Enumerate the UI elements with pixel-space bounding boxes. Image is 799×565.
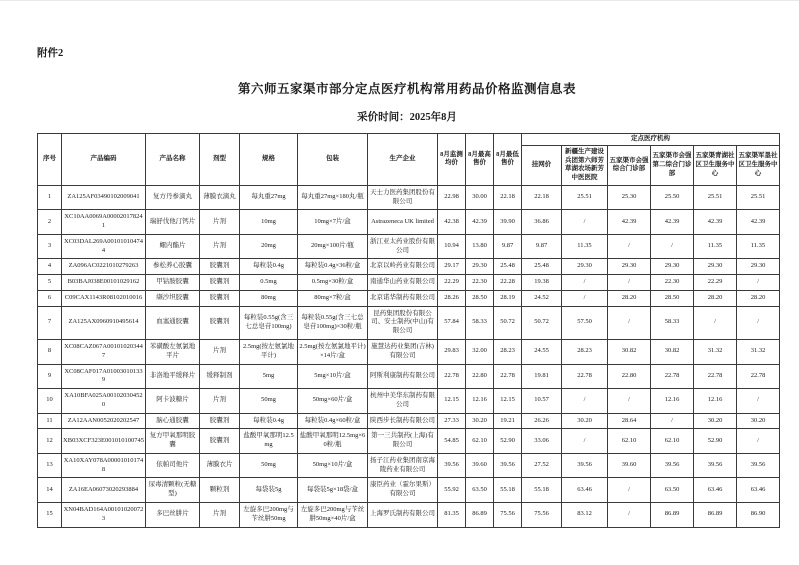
table-row [38,259,780,275]
cell-spec: 每粒装0.4g [240,259,298,275]
cell-price-hospital-fangcaohu: / [562,290,608,306]
cell-dosage-form: 胶囊剂 [200,306,240,339]
cell-min-price: 28.19 [494,290,522,306]
cell-max-price: 63.50 [466,478,494,503]
cell-avg-price: 27.33 [438,413,466,429]
cell-package: 盐酸甲氧那明12.5mg×60粒/瓶 [298,429,368,454]
cell-manufacturer: 第一三共制药(上海)有限公司 [368,429,438,454]
cell-listed-price: 10.57 [522,389,562,414]
cell-dosage-form: 片剂 [200,502,240,527]
cell-package: 每袋装5g×18袋/盒 [298,478,368,503]
attachment-label: 附件2 [37,48,64,59]
cell-price-qinghu-center: 42.39 [694,210,737,235]
cell-spec: 每粒装0.4g [240,413,298,429]
cell-price-hospital-fangcaohu: 28.23 [562,340,608,365]
cell-product-code: XC03DAL269A001010104744 [62,234,146,259]
col-header-hospital-fangcaohu: 新疆生产建设兵团第六师芳草湖农场新芳中医医院 [562,145,608,185]
cell-spec: 左旋多巴200mg与苄丝肼50mg [240,502,298,527]
cell-package: 每粒装0.55g(含三七总皂苷100mg)×30粒/瓶 [298,306,368,339]
cell-manufacturer: 上海罗氏制药有限公司 [368,502,438,527]
cell-package: 20mg×100片/瓶 [298,234,368,259]
col-header-junken-center: 五家渠军垦社区卫生服务中心 [737,145,780,185]
cell-avg-price: 22.78 [438,364,466,389]
cell-min-price: 22.18 [494,185,522,210]
cell-avg-price: 81.35 [438,502,466,527]
cell-min-price: 50.72 [494,306,522,339]
cell-max-price: 22.30 [466,275,494,291]
cell-price-hospital-fangcaohu: / [562,389,608,414]
cell-product-name: 复方丹参滴丸 [146,185,200,210]
cell-spec: 每袋装5g [240,478,298,503]
cell-avg-price: 29.83 [438,340,466,365]
cell-price-qinghu-center: 11.35 [694,234,737,259]
table-row [38,306,780,339]
page-title: 第六师五家渠市部分定点医疗机构常用药品价格监测信息表 [237,82,576,96]
cell-spec: 0.5mg [240,275,298,291]
cell-price-qinghu-center: 22.29 [694,275,737,291]
cell-price-qinghu-center: 86.89 [694,502,737,527]
cell-product-code: ZA125AX0960910495614 [62,306,146,339]
cell-price-clinic-huiqiang: / [608,234,651,259]
table-row [38,453,780,478]
cell-dosage-form: 胶囊剂 [200,275,240,291]
cell-seq: 11 [38,413,62,429]
cell-price-clinic-huiqiang-2: 86.89 [651,502,694,527]
cell-price-clinic-huiqiang-2: 63.50 [651,478,694,503]
table-header [38,134,780,186]
cell-product-name: 阿卡波糖片 [146,389,200,414]
cell-price-hospital-fangcaohu: / [562,275,608,291]
cell-price-hospital-fangcaohu: 29.30 [562,259,608,275]
cell-price-clinic-huiqiang-2: 25.50 [651,185,694,210]
cell-price-clinic-huiqiang: / [608,478,651,503]
cell-product-code: ZA16EA06073020293884 [62,478,146,503]
cell-avg-price: 55.92 [438,478,466,503]
cell-spec: 每粒装0.55g(含三七总皂苷100mg) [240,306,298,339]
cell-dosage-form: 片剂 [200,340,240,365]
cell-seq: 8 [38,340,62,365]
cell-manufacturer: 阿斯利康制药有限公司 [368,364,438,389]
cell-min-price: 9.87 [494,234,522,259]
cell-price-junken-center: 39.56 [737,453,780,478]
cell-product-name: 依帕司他片 [146,453,200,478]
cell-manufacturer: 施慧达药业集团(吉林)有限公司 [368,340,438,365]
cell-product-name: 非洛地平缓释片 [146,364,200,389]
col-header-institutions-group: 定点医疗机构 [522,134,780,146]
cell-package: 每粒装0.4g×36粒/盒 [298,259,368,275]
cell-max-price: 39.60 [466,453,494,478]
cell-price-hospital-fangcaohu: / [562,210,608,235]
cell-listed-price: 19.81 [522,364,562,389]
cell-price-junken-center: 25.51 [737,185,780,210]
cell-listed-price: 24.55 [522,340,562,365]
cell-seq: 14 [38,478,62,503]
cell-product-code: ZA125AF03490102009041 [62,185,146,210]
cell-product-name: 甲钴胺胶囊 [146,275,200,291]
col-header-min-price: 8月最低售价 [494,134,522,186]
cell-dosage-form: 片剂 [200,210,240,235]
cell-price-clinic-huiqiang: 42.39 [608,210,651,235]
cell-dosage-form: 胶囊剂 [200,259,240,275]
cell-listed-price: 36.86 [522,210,562,235]
cell-seq: 6 [38,290,62,306]
cell-avg-price: 54.85 [438,429,466,454]
cell-avg-price: 22.29 [438,275,466,291]
cell-manufacturer: 陕西步长制药有限公司 [368,413,438,429]
cell-price-clinic-huiqiang: / [608,306,651,339]
cell-package: 左旋多巴200mg与苄丝肼50mg×40片/盒 [298,502,368,527]
cell-price-clinic-huiqiang: 30.82 [608,340,651,365]
cell-package: 50mg×10片/盒 [298,453,368,478]
table-row [38,389,780,414]
cell-price-hospital-fangcaohu: 83.12 [562,502,608,527]
cell-price-junken-center: 29.30 [737,259,780,275]
col-header-listed-price: 挂网价 [522,145,562,185]
cell-seq: 4 [38,259,62,275]
table-row [38,413,780,429]
cell-max-price: 32.00 [466,340,494,365]
cell-price-junken-center: 11.35 [737,234,780,259]
col-header-product-name: 产品名称 [146,134,200,186]
cell-seq: 2 [38,210,62,235]
cell-price-clinic-huiqiang-2: 22.30 [651,275,694,291]
cell-price-hospital-fangcaohu: 63.46 [562,478,608,503]
cell-listed-price: 33.06 [522,429,562,454]
cell-price-junken-center: 31.32 [737,340,780,365]
cell-avg-price: 22.98 [438,185,466,210]
cell-listed-price: 26.26 [522,413,562,429]
table-row [38,502,780,527]
cell-price-clinic-huiqiang: 28.64 [608,413,651,429]
cell-price-clinic-huiqiang: / [608,275,651,291]
cell-price-hospital-fangcaohu: / [562,429,608,454]
cell-product-code: ZA096AC0221010279263 [62,259,146,275]
cell-price-clinic-huiqiang: 25.30 [608,185,651,210]
col-header-spec: 规格 [240,134,298,186]
cell-avg-price: 29.17 [438,259,466,275]
cell-manufacturer: 北京诺华制药有限公司 [368,290,438,306]
cell-manufacturer: Astrazeneca UK limited [368,210,438,235]
cell-max-price: 29.30 [466,259,494,275]
col-header-package: 包装 [298,134,368,186]
cell-max-price: 30.20 [466,413,494,429]
cell-listed-price: 25.48 [522,259,562,275]
cell-manufacturer: 北京以岭药业有限公司 [368,259,438,275]
cell-product-name: 复方甲氧那明胶囊 [146,429,200,454]
col-header-seq: 序号 [38,134,62,186]
cell-avg-price: 39.56 [438,453,466,478]
cell-price-clinic-huiqiang-2: 42.39 [651,210,694,235]
cell-seq: 15 [38,502,62,527]
cell-price-clinic-huiqiang-2: / [651,413,694,429]
cell-price-clinic-huiqiang-2: 39.56 [651,453,694,478]
table-row [38,290,780,306]
cell-price-junken-center: / [737,275,780,291]
cell-price-clinic-huiqiang: 39.60 [608,453,651,478]
cell-spec: 20mg [240,234,298,259]
cell-spec: 50mg [240,389,298,414]
col-header-clinic-huiqiang-2: 五家渠市会强第二综合门诊部 [651,145,694,185]
cell-max-price: 86.89 [466,502,494,527]
cell-product-name: 脑心通胶囊 [146,413,200,429]
cell-package: 每丸重27mg×180丸/瓶 [298,185,368,210]
col-header-avg-price: 8月监测均价 [438,134,466,186]
cell-manufacturer: 昆药集团股份有限公司、安士制药(中山)有限公司 [368,306,438,339]
cell-product-code: XC08CAF017A010030101339 [62,364,146,389]
table-header-row-group [38,134,780,146]
cell-product-code: XN04BAD164A001010200723 [62,502,146,527]
cell-avg-price: 57.84 [438,306,466,339]
cell-manufacturer: 扬子江药业集团南京海陵药业有限公司 [368,453,438,478]
cell-avg-price: 12.15 [438,389,466,414]
cell-price-qinghu-center: 12.16 [694,389,737,414]
cell-price-qinghu-center: 63.46 [694,478,737,503]
cell-max-price: 12.16 [466,389,494,414]
cell-price-clinic-huiqiang-2: 28.50 [651,290,694,306]
table-row [38,210,780,235]
cell-manufacturer: 杭州中美华东制药有限公司 [368,389,438,414]
cell-product-name: 血塞通胶囊 [146,306,200,339]
drug-price-table [37,133,780,528]
cell-spec: 50mg [240,453,298,478]
cell-listed-price: 50.72 [522,306,562,339]
cell-product-code: XB03XCF323E001010100745 [62,429,146,454]
cell-price-junken-center: 42.39 [737,210,780,235]
cell-product-name: 螺内酯片 [146,234,200,259]
cell-price-junken-center: 86.90 [737,502,780,527]
cell-price-junken-center: / [737,429,780,454]
cell-price-clinic-huiqiang: 29.30 [608,259,651,275]
cell-product-code: XA10BFA025A001020304520 [62,389,146,414]
cell-package: 2.5mg(按左氨氯地平计)×14片/盒 [298,340,368,365]
cell-product-code: XC10AA0069A000020178241 [62,210,146,235]
cell-price-hospital-fangcaohu: 25.51 [562,185,608,210]
cell-price-clinic-huiqiang-2: 12.16 [651,389,694,414]
cell-seq: 5 [38,275,62,291]
cell-price-clinic-huiqiang-2: 30.82 [651,340,694,365]
table-row [38,185,780,210]
cell-dosage-form: 缓释制剂 [200,364,240,389]
cell-max-price: 13.80 [466,234,494,259]
cell-dosage-form: 薄膜衣片 [200,453,240,478]
cell-price-clinic-huiqiang: 22.80 [608,364,651,389]
cell-listed-price: 75.56 [522,502,562,527]
cell-seq: 1 [38,185,62,210]
table-row [38,275,780,291]
cell-listed-price: 55.18 [522,478,562,503]
cell-product-name: 缬沙坦胶囊 [146,290,200,306]
cell-price-clinic-huiqiang: / [608,389,651,414]
cell-product-name: 参松养心胶囊 [146,259,200,275]
cell-min-price: 22.78 [494,364,522,389]
cell-avg-price: 42.38 [438,210,466,235]
col-header-dosage-form: 剂型 [200,134,240,186]
cell-price-qinghu-center: 31.32 [694,340,737,365]
table-row [38,340,780,365]
cell-min-price: 75.56 [494,502,522,527]
cell-price-qinghu-center: 22.78 [694,364,737,389]
cell-package: 0.5mg×30粒/盒 [298,275,368,291]
cell-price-qinghu-center: 52.90 [694,429,737,454]
cell-price-clinic-huiqiang-2: 58.33 [651,306,694,339]
col-header-clinic-huiqiang: 五家渠市会强综合门诊部 [608,145,651,185]
cell-product-name: 尿毒清颗粒(无糖型) [146,478,200,503]
cell-dosage-form: 薄膜衣滴丸 [200,185,240,210]
cell-price-junken-center: 28.20 [737,290,780,306]
cell-package: 每粒装0.4g×60粒/盒 [298,413,368,429]
cell-listed-price: 19.38 [522,275,562,291]
cell-max-price: 22.80 [466,364,494,389]
cell-price-clinic-huiqiang-2: / [651,234,694,259]
cell-seq: 7 [38,306,62,339]
cell-seq: 13 [38,453,62,478]
cell-price-qinghu-center: 28.20 [694,290,737,306]
cell-seq: 3 [38,234,62,259]
cell-price-clinic-huiqiang: / [608,502,651,527]
cell-spec: 2.5mg(按左氨氯地平计) [240,340,298,365]
cell-manufacturer: 南通华山药业有限公司 [368,275,438,291]
cell-product-code: XC08CAZ067A001010203447 [62,340,146,365]
cell-price-clinic-huiqiang-2: 22.78 [651,364,694,389]
cell-package: 50mg×60片/盒 [298,389,368,414]
cell-package: 5mg×10片/盒 [298,364,368,389]
cell-listed-price: 22.18 [522,185,562,210]
cell-dosage-form: 胶囊剂 [200,413,240,429]
cell-price-hospital-fangcaohu: 57.50 [562,306,608,339]
cell-avg-price: 10.94 [438,234,466,259]
table-row [38,429,780,454]
cell-spec: 5mg [240,364,298,389]
cell-dosage-form: 颗粒剂 [200,478,240,503]
col-header-product-code: 产品编码 [62,134,146,186]
cell-manufacturer: 天士力医药集团股份有限公司 [368,185,438,210]
cell-seq: 12 [38,429,62,454]
cell-product-name: 多巴丝肼片 [146,502,200,527]
table-body [38,185,780,527]
cell-price-junken-center: 30.20 [737,413,780,429]
cell-package: 80mg×7粒/盒 [298,290,368,306]
cell-min-price: 52.90 [494,429,522,454]
cell-product-code: XA10XAY078A000010101748 [62,453,146,478]
cell-product-code: ZA12AAN0052020202547 [62,413,146,429]
table-row [38,234,780,259]
cell-price-junken-center: / [737,306,780,339]
cell-price-junken-center: 63.46 [737,478,780,503]
table-row [38,364,780,389]
cell-manufacturer: 康臣药业（霍尔果斯）有限公司 [368,478,438,503]
table-row [38,478,780,503]
cell-avg-price: 28.26 [438,290,466,306]
cell-price-clinic-huiqiang: 28.20 [608,290,651,306]
cell-price-clinic-huiqiang: 62.10 [608,429,651,454]
cell-max-price: 30.00 [466,185,494,210]
cell-price-qinghu-center: 29.30 [694,259,737,275]
cell-dosage-form: 胶囊剂 [200,290,240,306]
cell-price-hospital-fangcaohu: 30.20 [562,413,608,429]
cell-spec: 盐酸甲氧那明12.5mg [240,429,298,454]
cell-spec: 80mg [240,290,298,306]
cell-listed-price: 9.87 [522,234,562,259]
cell-spec: 每丸重27mg [240,185,298,210]
cell-price-hospital-fangcaohu: 11.35 [562,234,608,259]
cell-min-price: 28.23 [494,340,522,365]
cell-dosage-form: 片剂 [200,389,240,414]
cell-product-code: B03BAJ038E00101029162 [62,275,146,291]
cell-listed-price: 27.52 [522,453,562,478]
cell-price-clinic-huiqiang-2: 62.10 [651,429,694,454]
cell-max-price: 28.50 [466,290,494,306]
col-header-manufacturer: 生产企业 [368,134,438,186]
cell-price-hospital-fangcaohu: 39.56 [562,453,608,478]
col-header-qinghu-center: 五家渠青湖社区卫生服务中心 [694,145,737,185]
cell-product-name: 苯磺酸左氨氯地平片 [146,340,200,365]
cell-max-price: 62.10 [466,429,494,454]
cell-price-qinghu-center: 25.51 [694,185,737,210]
cell-price-hospital-fangcaohu: 22.78 [562,364,608,389]
cell-price-clinic-huiqiang-2: 29.30 [651,259,694,275]
cell-seq: 10 [38,389,62,414]
cell-max-price: 58.33 [466,306,494,339]
cell-min-price: 19.21 [494,413,522,429]
cell-package: 10mg×7片/盒 [298,210,368,235]
cell-seq: 9 [38,364,62,389]
cell-min-price: 39.56 [494,453,522,478]
cell-max-price: 42.39 [466,210,494,235]
pricing-date-subtitle: 采价时间：2025年8月 [357,112,457,123]
cell-product-code: C09CAX1143R08102010016 [62,290,146,306]
col-header-max-price: 8月最高售价 [466,134,494,186]
cell-price-junken-center: 22.78 [737,364,780,389]
cell-min-price: 39.90 [494,210,522,235]
cell-listed-price: 24.52 [522,290,562,306]
cell-dosage-form: 胶囊剂 [200,429,240,454]
cell-min-price: 22.28 [494,275,522,291]
cell-price-junken-center: / [737,389,780,414]
cell-min-price: 55.18 [494,478,522,503]
cell-price-qinghu-center: 30.20 [694,413,737,429]
cell-dosage-form: 片剂 [200,234,240,259]
cell-price-qinghu-center: 39.56 [694,453,737,478]
cell-spec: 10mg [240,210,298,235]
cell-price-qinghu-center: / [694,306,737,339]
cell-min-price: 25.48 [494,259,522,275]
cell-product-name: 瑞舒伐他汀钙片 [146,210,200,235]
cell-manufacturer: 浙江亚太药业股份有限公司 [368,234,438,259]
cell-min-price: 12.15 [494,389,522,414]
